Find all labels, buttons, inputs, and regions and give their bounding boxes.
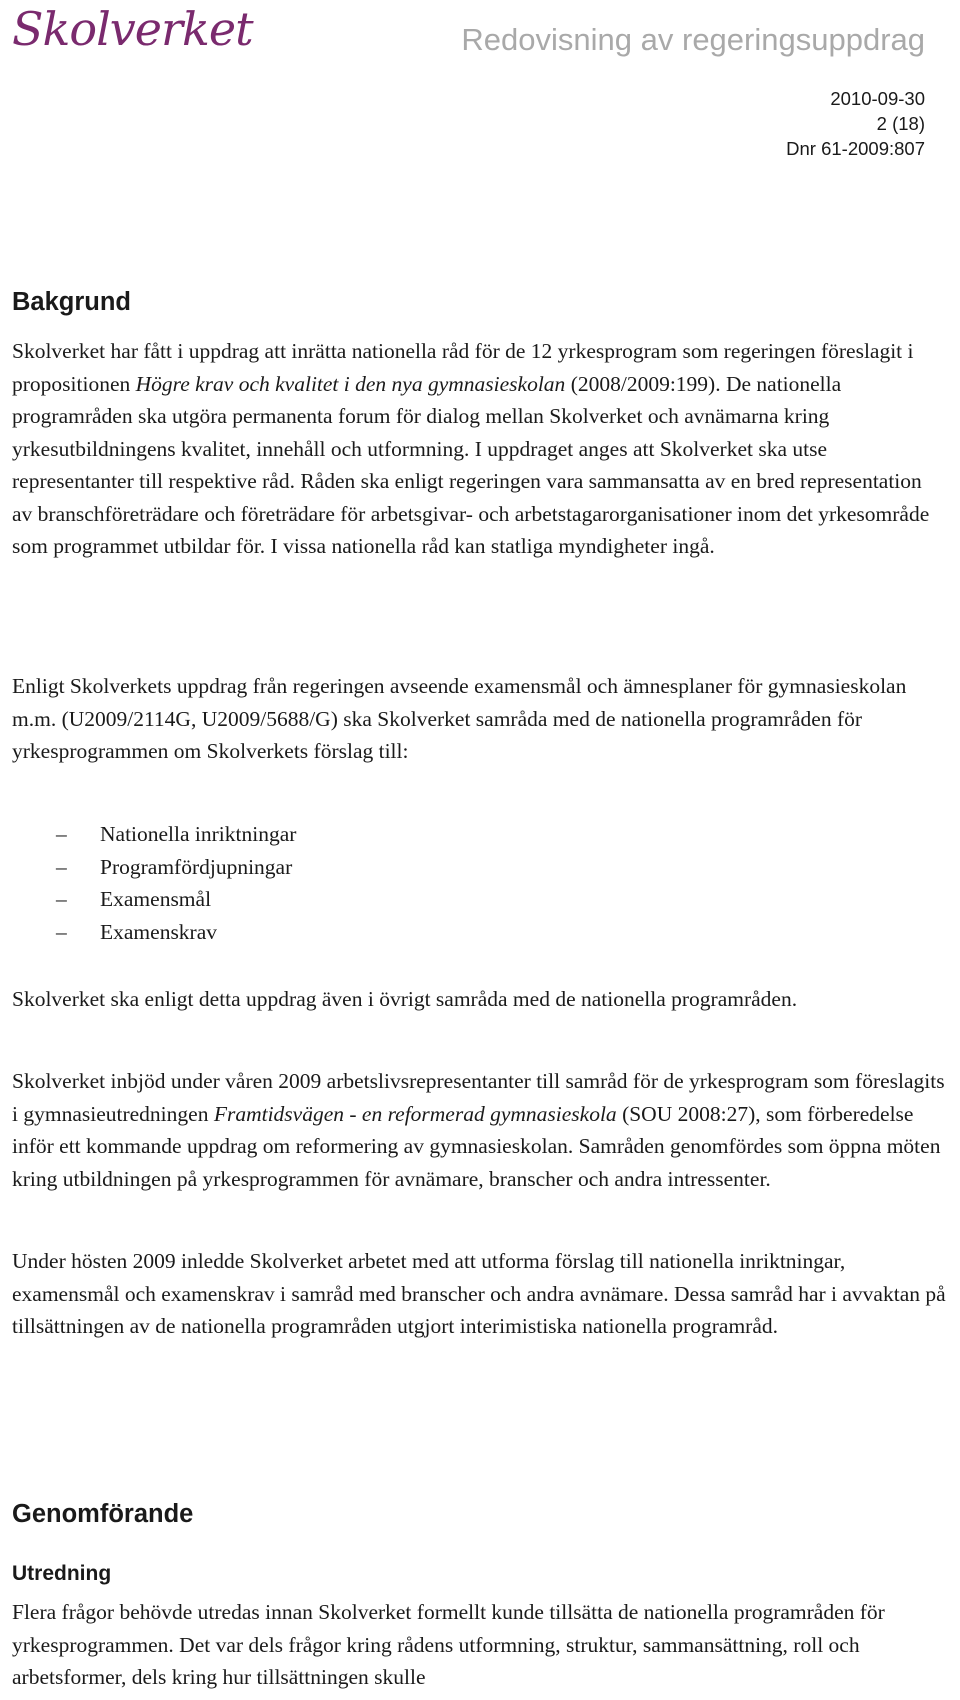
text-run: Skolverket inbjöd under våren 2009 arbetslivsrepresentanter till samråd för de yrkesprogram som föreslagits i gymnasieutredningen [12,1069,945,1126]
paragraph-genomforande-1: Flera frågor behövde utredas innan Skolverket formellt kunde tillsätta de nationella programråden för yrkesprogrammen. Det var dels frågor kring rådens utformning, struktur, sammansättning, roll och arbetsformer, dels kring hur tillsättningen skulle [12,1600,885,1689]
paragraph-bakgrund-1 [12,335,947,563]
paragraph-bakgrund-4 [12,1065,947,1195]
list-item-label: Examenskrav [100,919,218,944]
list-item [56,883,296,916]
dash-bullet: – [56,822,67,846]
proposal-list [56,818,296,948]
dash-bullet: – [56,854,67,879]
paragraph-bakgrund-2: Enligt Skolverkets uppdrag från regeringen avseende examensmål och ämnesplaner för gymnasieskolan m.m. (U2009/2114G, U2009/5688/G) ska Skolverket samråda med de nationella programråden för yrkesprogrammen om Skolverkets förslag till: [12,674,907,763]
list-item [56,818,296,851]
dash-bullet: – [56,919,67,944]
document-type-title: Redovisning av regeringsuppdrag [461,22,925,57]
paragraph-bakgrund-5: Under hösten 2009 inledde Skolverket arbetet med att utforma förslag till nationella inriktningar, examensmål och examenskrav i samråd med branscher och andra avnämare. Dessa samråd har i avvaktan på tillsättningen av de nationella programråden utgjort interimistiska nationella programråd. [12,1249,946,1338]
heading-bakgrund: Bakgrund [12,288,132,316]
skolverket-logo: Skolverket [12,2,253,56]
list-item [56,851,296,884]
document-date: 2010-09-30 [830,88,925,109]
text-run: Skolverket har fått i uppdrag att inrätta nationella råd för de 12 yrkesprogram som regeringen föreslagit i propositionen [12,339,914,396]
list-item [56,916,296,949]
list-item-label: Nationella inriktningar [100,822,297,846]
text-run: (2008/2009:199). De nationella programråden ska utgöra permanenta forum för dialog mellan Skolverket och avnämarna kring yrkesutbildningens kvalitet, innehåll och utformning. I uppdraget anges att Skolverket ska utse representanter till respektive råd. Råden ska enligt regeringen vara sammansatta av en bred representation av branschföreträdare och företrädare för arbetsgivar- och arbetstagarorganisationer inom det yrkesområde som programmet utbildar för. I vissa nationella råd kan statliga myndigheter ingå. [12,371,930,558]
text-run: (SOU 2008:27), som förberedelse inför ett kommande uppdrag om reformering av gymnasieskolan. Samråden genomfördes som öppna möten kring utbildningen på yrkesprogrammen för avnämare, branscher och andra intressenter. [12,1101,941,1191]
text-run-italic: Högre krav och kvalitet i den nya gymnasieskolan [135,371,566,396]
text-run-italic: Framtidsvägen - en reformerad gymnasieskola [213,1101,617,1126]
document-meta [786,86,925,161]
subheading-utredning: Utredning [12,1562,112,1585]
paragraph-bakgrund-3: Skolverket ska enligt detta uppdrag även i övrigt samråda med de nationella programråden. [12,987,798,1011]
heading-genomforande: Genomförande [12,1500,194,1528]
list-item-label: Programfördjupningar [100,854,293,879]
dash-bullet: – [56,887,67,911]
page-number: 2 (18) [876,113,925,134]
list-item-label: Examensmål [100,887,212,911]
diary-number: Dnr 61-2009:807 [786,138,925,159]
